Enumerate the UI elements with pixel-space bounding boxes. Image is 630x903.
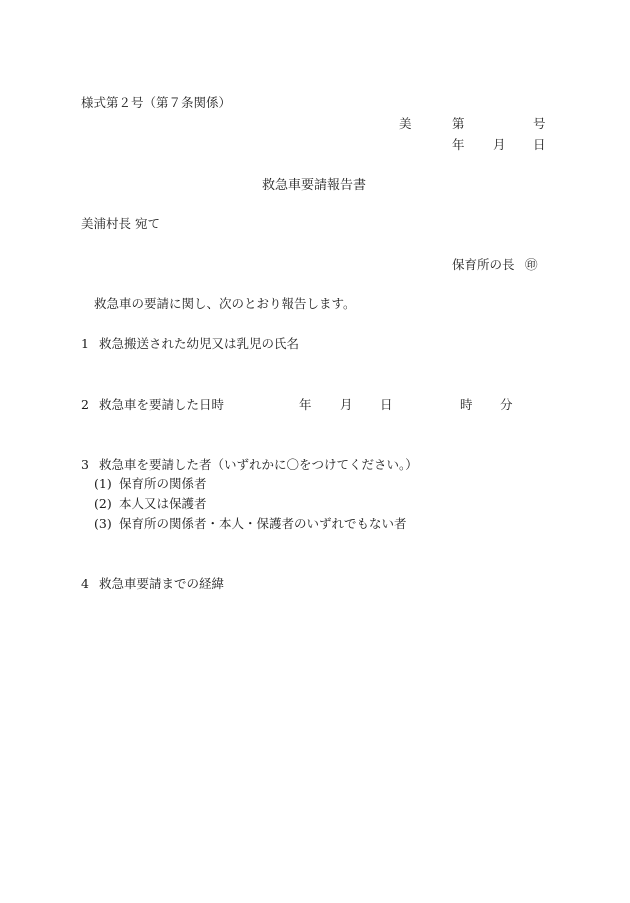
item-1-number: 1 [81,336,89,351]
option-3-text: 保育所の関係者・本人・保護者のいずれでもない者 [119,516,407,531]
doc-ref-go: 号 [533,116,546,131]
form-number: 様式第２号（第７条関係） [81,95,232,110]
option-2-number: (2) [94,496,112,511]
intro-text: 救急車の要請に関し、次のとおり報告します。 [94,296,356,311]
item-1-text: 救急搬送された幼児又は乳児の氏名 [99,336,300,351]
option-3-number: (3) [94,516,112,531]
option-2-text: 本人又は保護者 [119,496,207,511]
date-day-label: 日 [533,137,546,152]
datetime-year-label: 年 [299,397,312,412]
option-1-number: (1) [94,476,112,491]
date-month-label: 月 [493,137,506,152]
seal-mark: ㊞ [525,257,538,272]
date-year-label: 年 [452,137,465,152]
item-3-number: 3 [81,457,89,472]
item-4-text: 救急車要請までの経緯 [99,576,225,591]
item-4-number: 4 [81,576,89,591]
addressee: 美浦村長 宛て [81,216,160,231]
doc-ref-dai: 第 [452,116,465,131]
option-1-text: 保育所の関係者 [119,476,207,491]
datetime-month-label: 月 [340,397,353,412]
datetime-minute-label: 分 [500,397,513,412]
datetime-day-label: 日 [380,397,393,412]
item-3-text: 救急車を要請した者（いずれかに〇をつけてください。） [99,457,418,472]
item-2-text: 救急車を要請した日時 [99,397,225,412]
datetime-hour-label: 時 [460,397,473,412]
item-2-number: 2 [81,397,89,412]
doc-ref-prefix: 美 [399,116,412,131]
sender-label: 保育所の長 [452,257,515,272]
document-title: 救急車要請報告書 [262,178,367,193]
